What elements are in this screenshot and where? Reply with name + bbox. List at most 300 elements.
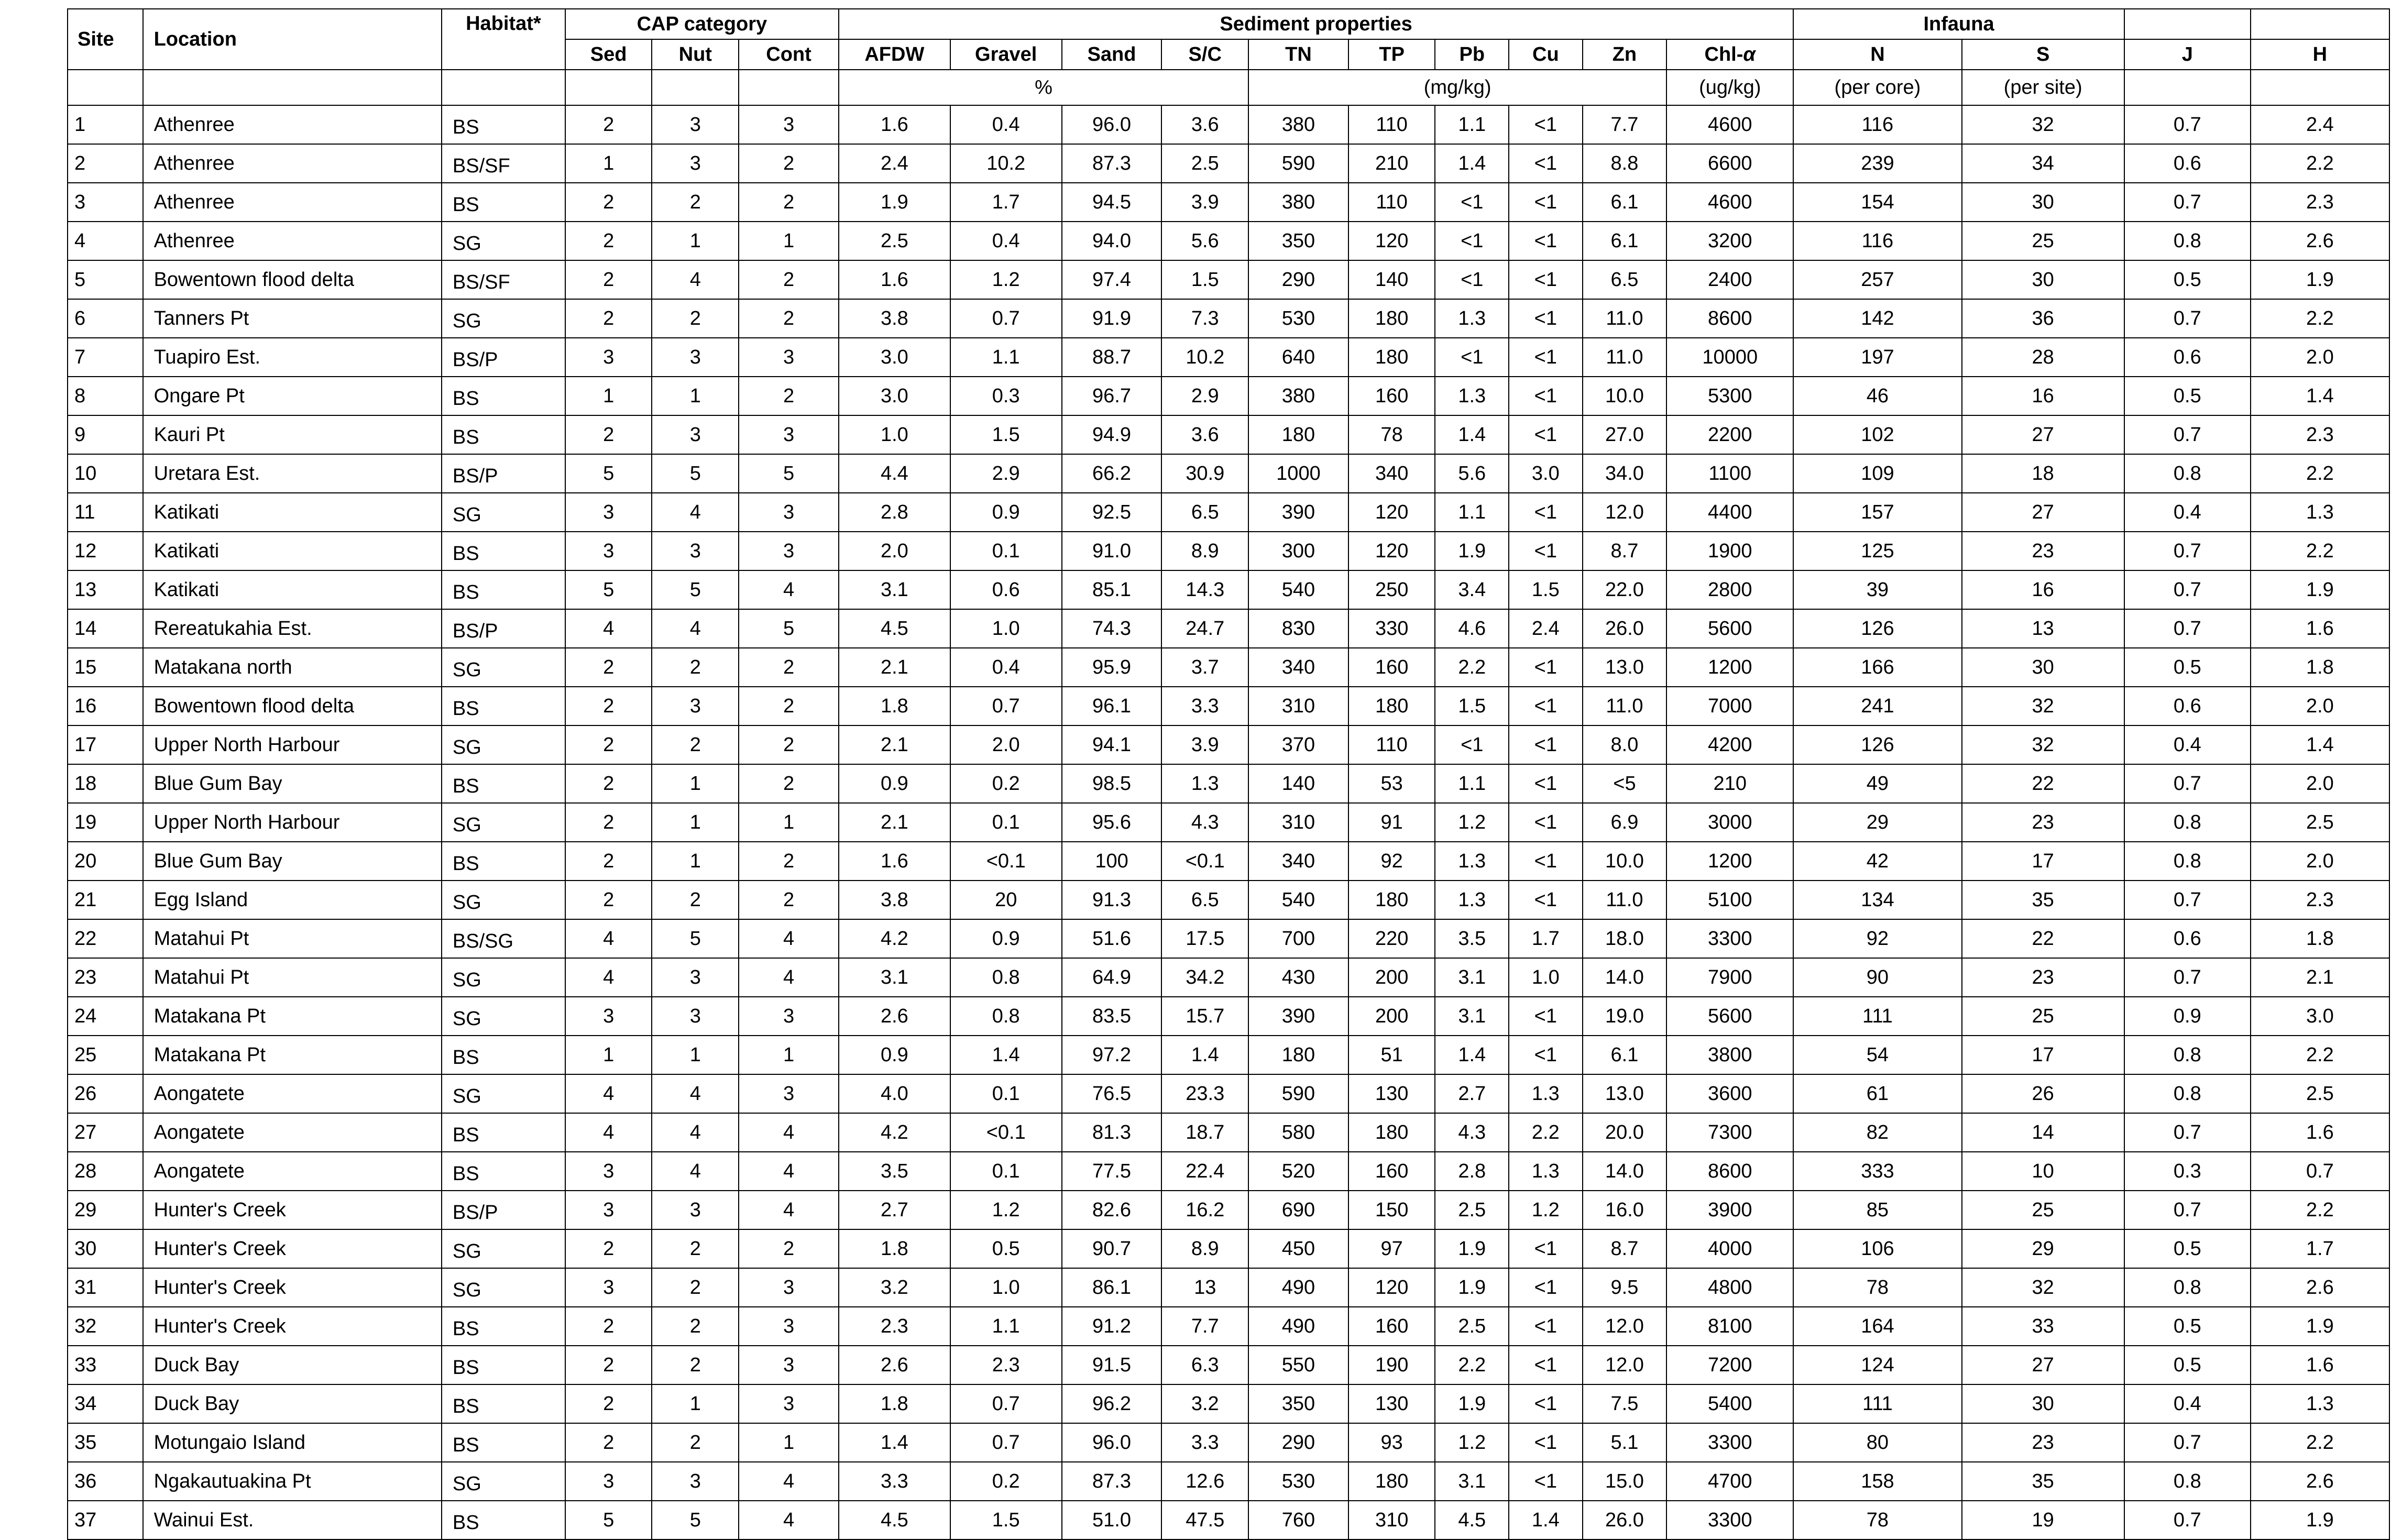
- cell-nut: 5: [652, 454, 739, 493]
- cell-h: 2.1: [2251, 958, 2389, 997]
- cell-sed: 1: [565, 1036, 652, 1074]
- cell-pb: 2.7: [1435, 1074, 1509, 1113]
- header-sc: S/C: [1161, 39, 1248, 70]
- table-row: [68, 1423, 2389, 1462]
- cell-j: 0.8: [2124, 1268, 2251, 1307]
- cell-tp: 53: [1348, 764, 1435, 803]
- cell-afdw: 2.6: [839, 997, 950, 1036]
- cell-n: 126: [1793, 609, 1961, 648]
- cell-habitat: SG: [442, 648, 565, 687]
- cell-chl-a: 2200: [1666, 415, 1793, 454]
- cell-j: 0.6: [2124, 687, 2251, 725]
- cell-tp: 120: [1348, 1268, 1435, 1307]
- cell-cont: 3: [739, 997, 839, 1036]
- cell-habitat: BS: [442, 415, 565, 454]
- cell-location: Blue Gum Bay: [143, 842, 442, 881]
- table-row: [68, 570, 2389, 609]
- cell-zn: 6.5: [1583, 260, 1667, 299]
- cell-cu: <1: [1509, 687, 1583, 725]
- cell-n: 111: [1793, 1384, 1961, 1423]
- unit-blank: [442, 70, 565, 105]
- cell-cu: <1: [1509, 1423, 1583, 1462]
- cell-h: 1.6: [2251, 609, 2389, 648]
- cell-cu: 3.0: [1509, 454, 1583, 493]
- cell-chl-a: 3000: [1666, 803, 1793, 842]
- cell-cu: <1: [1509, 1229, 1583, 1268]
- cell-tp: 92: [1348, 842, 1435, 881]
- cell-habitat: BS: [442, 1501, 565, 1539]
- header-chl-alpha-symbol: α: [1743, 43, 1756, 65]
- cell-tn: 290: [1248, 260, 1348, 299]
- cell-j: 0.7: [2124, 1191, 2251, 1229]
- cell-afdw: 0.9: [839, 1036, 950, 1074]
- cell-s: 16: [1962, 570, 2124, 609]
- cell-cont: 3: [739, 415, 839, 454]
- cell-afdw: 1.6: [839, 260, 950, 299]
- cell-h: 2.3: [2251, 183, 2389, 222]
- cell-sed: 3: [565, 997, 652, 1036]
- cell-location: Hunter's Creek: [143, 1191, 442, 1229]
- cell-sand: 96.0: [1062, 105, 1162, 144]
- cell-pb: <1: [1435, 338, 1509, 377]
- cell-afdw: 1.8: [839, 1384, 950, 1423]
- cell-nut: 4: [652, 260, 739, 299]
- cell-tn: 350: [1248, 222, 1348, 260]
- cell-afdw: 1.8: [839, 687, 950, 725]
- cell-cont: 4: [739, 570, 839, 609]
- cell-j: 0.7: [2124, 299, 2251, 338]
- table-row: [68, 803, 2389, 842]
- cell-sand: 91.3: [1062, 881, 1162, 919]
- cell-sand: 95.6: [1062, 803, 1162, 842]
- cell-zn: 11.0: [1583, 881, 1667, 919]
- cell-cont: 2: [739, 687, 839, 725]
- cell-chl-a: 5100: [1666, 881, 1793, 919]
- cell-sed: 2: [565, 881, 652, 919]
- table-row: [68, 1152, 2389, 1191]
- unit-per-site: (per site): [1962, 70, 2124, 105]
- cell-habitat: BS/P: [442, 454, 565, 493]
- cell-cont: 4: [739, 1152, 839, 1191]
- cell-location: Bowentown flood delta: [143, 687, 442, 725]
- cell-zn: 11.0: [1583, 687, 1667, 725]
- cell-j: 0.9: [2124, 997, 2251, 1036]
- cell-pb: 1.3: [1435, 842, 1509, 881]
- cell-tn: 550: [1248, 1346, 1348, 1384]
- cell-tn: 370: [1248, 725, 1348, 764]
- cell-h: 2.6: [2251, 1268, 2389, 1307]
- cell-s: 13: [1962, 609, 2124, 648]
- cell-sc: 3.6: [1161, 415, 1248, 454]
- cell-gravel: 0.7: [950, 687, 1062, 725]
- cell-location: Ngakautuakina Pt: [143, 1462, 442, 1501]
- cell-sand: 76.5: [1062, 1074, 1162, 1113]
- cell-j: 0.8: [2124, 454, 2251, 493]
- cell-j: 0.5: [2124, 1346, 2251, 1384]
- cell-site: 16: [68, 687, 143, 725]
- cell-sed: 3: [565, 1268, 652, 1307]
- cell-sc: <0.1: [1161, 842, 1248, 881]
- cell-location: Motungaio Island: [143, 1423, 442, 1462]
- cell-n: 49: [1793, 764, 1961, 803]
- cell-nut: 2: [652, 299, 739, 338]
- cell-sed: 2: [565, 183, 652, 222]
- cell-chl-a: 3300: [1666, 1423, 1793, 1462]
- cell-site: 23: [68, 958, 143, 997]
- cell-cont: 2: [739, 183, 839, 222]
- table-row: [68, 1036, 2389, 1074]
- unit-blank: [143, 70, 442, 105]
- cell-sand: 82.6: [1062, 1191, 1162, 1229]
- cell-h: 2.2: [2251, 454, 2389, 493]
- cell-location: Wainui Est.: [143, 1501, 442, 1539]
- cell-afdw: 3.0: [839, 377, 950, 415]
- cell-nut: 2: [652, 1346, 739, 1384]
- cell-cu: <1: [1509, 1384, 1583, 1423]
- cell-pb: 4.5: [1435, 1501, 1509, 1539]
- cell-tn: 340: [1248, 648, 1348, 687]
- cell-habitat: SG: [442, 881, 565, 919]
- cell-tn: 580: [1248, 1113, 1348, 1152]
- cell-gravel: 1.2: [950, 1191, 1062, 1229]
- cell-pb: <1: [1435, 260, 1509, 299]
- header-blank-h: [2251, 9, 2389, 39]
- cell-chl-a: 8600: [1666, 299, 1793, 338]
- cell-j: 0.7: [2124, 958, 2251, 997]
- cell-n: 92: [1793, 919, 1961, 958]
- unit-per-core: (per core): [1793, 70, 1961, 105]
- cell-n: 134: [1793, 881, 1961, 919]
- cell-cont: 3: [739, 1384, 839, 1423]
- cell-h: 2.0: [2251, 338, 2389, 377]
- cell-n: 257: [1793, 260, 1961, 299]
- cell-sand: 91.2: [1062, 1307, 1162, 1346]
- header-location: Location: [143, 9, 442, 70]
- cell-afdw: 4.2: [839, 1113, 950, 1152]
- cell-site: 5: [68, 260, 143, 299]
- table-body: [68, 105, 2389, 1539]
- cell-tp: 120: [1348, 532, 1435, 570]
- cell-j: 0.4: [2124, 493, 2251, 532]
- cell-nut: 3: [652, 1191, 739, 1229]
- cell-gravel: 0.4: [950, 222, 1062, 260]
- cell-s: 25: [1962, 222, 2124, 260]
- cell-sc: 7.7: [1161, 1307, 1248, 1346]
- cell-s: 28: [1962, 338, 2124, 377]
- cell-habitat: SG: [442, 493, 565, 532]
- cell-chl-a: 8100: [1666, 1307, 1793, 1346]
- cell-habitat: BS: [442, 1307, 565, 1346]
- cell-sed: 5: [565, 454, 652, 493]
- cell-zn: 14.0: [1583, 958, 1667, 997]
- cell-tn: 140: [1248, 764, 1348, 803]
- cell-site: 24: [68, 997, 143, 1036]
- cell-cont: 3: [739, 1074, 839, 1113]
- cell-site: 30: [68, 1229, 143, 1268]
- cell-gravel: 1.1: [950, 1307, 1062, 1346]
- cell-gravel: 1.1: [950, 338, 1062, 377]
- cell-location: Tuapiro Est.: [143, 338, 442, 377]
- cell-n: 116: [1793, 105, 1961, 144]
- cell-zn: 20.0: [1583, 1113, 1667, 1152]
- cell-sand: 97.2: [1062, 1036, 1162, 1074]
- cell-pb: 1.4: [1435, 415, 1509, 454]
- cell-gravel: 0.7: [950, 1423, 1062, 1462]
- cell-location: Hunter's Creek: [143, 1268, 442, 1307]
- cell-pb: 2.5: [1435, 1191, 1509, 1229]
- cell-chl-a: 3600: [1666, 1074, 1793, 1113]
- cell-j: 0.7: [2124, 105, 2251, 144]
- cell-gravel: 0.9: [950, 493, 1062, 532]
- cell-tn: 520: [1248, 1152, 1348, 1191]
- cell-cu: <1: [1509, 105, 1583, 144]
- cell-chl-a: 5400: [1666, 1384, 1793, 1423]
- cell-sand: 86.1: [1062, 1268, 1162, 1307]
- cell-sed: 4: [565, 958, 652, 997]
- header-blank-j: [2124, 9, 2251, 39]
- cell-sed: 2: [565, 105, 652, 144]
- cell-h: 1.3: [2251, 493, 2389, 532]
- cell-sed: 2: [565, 1384, 652, 1423]
- cell-site: 8: [68, 377, 143, 415]
- cell-site: 22: [68, 919, 143, 958]
- cell-location: Ongare Pt: [143, 377, 442, 415]
- cell-j: 0.8: [2124, 1462, 2251, 1501]
- header-afdw: AFDW: [839, 39, 950, 70]
- cell-tp: 180: [1348, 338, 1435, 377]
- cell-zn: 19.0: [1583, 997, 1667, 1036]
- cell-n: 39: [1793, 570, 1961, 609]
- cell-j: 0.4: [2124, 1384, 2251, 1423]
- cell-pb: 1.3: [1435, 299, 1509, 338]
- cell-habitat: BS: [442, 532, 565, 570]
- cell-j: 0.7: [2124, 1113, 2251, 1152]
- cell-afdw: 2.1: [839, 725, 950, 764]
- cell-s: 35: [1962, 1462, 2124, 1501]
- table-row: [68, 958, 2389, 997]
- cell-cu: <1: [1509, 299, 1583, 338]
- cell-nut: 2: [652, 648, 739, 687]
- cell-nut: 4: [652, 1074, 739, 1113]
- cell-zn: 6.1: [1583, 222, 1667, 260]
- cell-h: 2.0: [2251, 687, 2389, 725]
- cell-gravel: 1.0: [950, 1268, 1062, 1307]
- cell-j: 0.5: [2124, 1307, 2251, 1346]
- header-pb: Pb: [1435, 39, 1509, 70]
- cell-cu: 1.0: [1509, 958, 1583, 997]
- cell-sc: 47.5: [1161, 1501, 1248, 1539]
- cell-tn: 340: [1248, 842, 1348, 881]
- cell-afdw: 4.0: [839, 1074, 950, 1113]
- cell-zn: 7.5: [1583, 1384, 1667, 1423]
- cell-sc: 3.6: [1161, 105, 1248, 144]
- cell-site: 3: [68, 183, 143, 222]
- table-row: [68, 299, 2389, 338]
- cell-nut: 3: [652, 532, 739, 570]
- cell-pb: 3.1: [1435, 1462, 1509, 1501]
- cell-sand: 64.9: [1062, 958, 1162, 997]
- cell-nut: 2: [652, 183, 739, 222]
- cell-habitat: BS/SG: [442, 919, 565, 958]
- cell-chl-a: 1200: [1666, 648, 1793, 687]
- cell-n: 116: [1793, 222, 1961, 260]
- cell-chl-a: 1900: [1666, 532, 1793, 570]
- cell-h: 2.2: [2251, 1423, 2389, 1462]
- cell-habitat: BS: [442, 1346, 565, 1384]
- cell-pb: 2.2: [1435, 648, 1509, 687]
- cell-h: 2.2: [2251, 299, 2389, 338]
- cell-site: 33: [68, 1346, 143, 1384]
- cell-j: 0.5: [2124, 260, 2251, 299]
- cell-sand: 94.9: [1062, 415, 1162, 454]
- cell-tn: 530: [1248, 299, 1348, 338]
- cell-location: Athenree: [143, 105, 442, 144]
- cell-j: 0.8: [2124, 842, 2251, 881]
- cell-tp: 340: [1348, 454, 1435, 493]
- cell-habitat: BS: [442, 687, 565, 725]
- cell-tn: 390: [1248, 997, 1348, 1036]
- cell-afdw: 2.1: [839, 803, 950, 842]
- header-tn: TN: [1248, 39, 1348, 70]
- cell-habitat: BS: [442, 1036, 565, 1074]
- cell-tn: 690: [1248, 1191, 1348, 1229]
- table-row: [68, 144, 2389, 183]
- cell-n: 106: [1793, 1229, 1961, 1268]
- cell-pb: 1.4: [1435, 1036, 1509, 1074]
- cell-chl-a: 6600: [1666, 144, 1793, 183]
- cell-j: 0.7: [2124, 609, 2251, 648]
- cell-nut: 3: [652, 958, 739, 997]
- cell-nut: 1: [652, 377, 739, 415]
- cell-n: 80: [1793, 1423, 1961, 1462]
- cell-pb: 1.2: [1435, 803, 1509, 842]
- cell-sc: 6.3: [1161, 1346, 1248, 1384]
- cell-gravel: 0.8: [950, 997, 1062, 1036]
- cell-afdw: 1.4: [839, 1423, 950, 1462]
- cell-nut: 2: [652, 1307, 739, 1346]
- cell-tn: 300: [1248, 532, 1348, 570]
- cell-n: 78: [1793, 1501, 1961, 1539]
- cell-pb: 1.9: [1435, 1229, 1509, 1268]
- cell-tn: 700: [1248, 919, 1348, 958]
- cell-location: Athenree: [143, 183, 442, 222]
- cell-chl-a: 1200: [1666, 842, 1793, 881]
- cell-n: 142: [1793, 299, 1961, 338]
- cell-sed: 4: [565, 1113, 652, 1152]
- cell-tn: 290: [1248, 1423, 1348, 1462]
- cell-j: 0.5: [2124, 377, 2251, 415]
- cell-h: 2.2: [2251, 1191, 2389, 1229]
- cell-sc: 13: [1161, 1268, 1248, 1307]
- cell-site: 20: [68, 842, 143, 881]
- cell-tn: 390: [1248, 493, 1348, 532]
- cell-sand: 92.5: [1062, 493, 1162, 532]
- cell-cu: <1: [1509, 1036, 1583, 1074]
- cell-sc: 3.3: [1161, 1423, 1248, 1462]
- cell-tp: 78: [1348, 415, 1435, 454]
- cell-gravel: 2.9: [950, 454, 1062, 493]
- cell-pb: 2.5: [1435, 1307, 1509, 1346]
- cell-zn: 8.7: [1583, 1229, 1667, 1268]
- cell-sed: 3: [565, 338, 652, 377]
- cell-habitat: BS: [442, 842, 565, 881]
- cell-location: Uretara Est.: [143, 454, 442, 493]
- table-row: [68, 1462, 2389, 1501]
- table-row: [68, 764, 2389, 803]
- cell-cont: 3: [739, 105, 839, 144]
- site-data-table: [67, 8, 2390, 1540]
- cell-s: 14: [1962, 1113, 2124, 1152]
- cell-s: 27: [1962, 1346, 2124, 1384]
- cell-n: 124: [1793, 1346, 1961, 1384]
- table-row: [68, 881, 2389, 919]
- cell-sed: 2: [565, 842, 652, 881]
- cell-n: 111: [1793, 997, 1961, 1036]
- cell-zn: 34.0: [1583, 454, 1667, 493]
- cell-site: 17: [68, 725, 143, 764]
- cell-site: 7: [68, 338, 143, 377]
- cell-tn: 350: [1248, 1384, 1348, 1423]
- cell-chl-a: 1100: [1666, 454, 1793, 493]
- table-row: [68, 222, 2389, 260]
- cell-site: 14: [68, 609, 143, 648]
- cell-location: Matakana Pt: [143, 1036, 442, 1074]
- table-row: [68, 648, 2389, 687]
- cell-afdw: 1.8: [839, 1229, 950, 1268]
- cell-tp: 130: [1348, 1074, 1435, 1113]
- cell-pb: <1: [1435, 222, 1509, 260]
- cell-cont: 4: [739, 1462, 839, 1501]
- cell-nut: 2: [652, 1423, 739, 1462]
- cell-gravel: 0.7: [950, 299, 1062, 338]
- cell-sed: 4: [565, 609, 652, 648]
- cell-chl-a: 7000: [1666, 687, 1793, 725]
- cell-nut: 4: [652, 1113, 739, 1152]
- cell-nut: 5: [652, 570, 739, 609]
- cell-gravel: 0.1: [950, 532, 1062, 570]
- cell-nut: 3: [652, 687, 739, 725]
- cell-cu: 1.5: [1509, 570, 1583, 609]
- cell-n: 109: [1793, 454, 1961, 493]
- cell-j: 0.6: [2124, 338, 2251, 377]
- cell-sand: 74.3: [1062, 609, 1162, 648]
- cell-sand: 96.7: [1062, 377, 1162, 415]
- cell-pb: <1: [1435, 725, 1509, 764]
- cell-chl-a: 4200: [1666, 725, 1793, 764]
- table-row: [68, 1268, 2389, 1307]
- cell-tn: 540: [1248, 881, 1348, 919]
- cell-site: 25: [68, 1036, 143, 1074]
- cell-sed: 2: [565, 1229, 652, 1268]
- cell-n: 166: [1793, 648, 1961, 687]
- cell-afdw: 3.1: [839, 958, 950, 997]
- cell-h: 1.8: [2251, 648, 2389, 687]
- cell-tn: 490: [1248, 1307, 1348, 1346]
- header-site: Site: [68, 9, 143, 70]
- cell-afdw: 2.8: [839, 493, 950, 532]
- cell-zn: 5.1: [1583, 1423, 1667, 1462]
- cell-site: 4: [68, 222, 143, 260]
- header-nut: Nut: [652, 39, 739, 70]
- cell-n: 158: [1793, 1462, 1961, 1501]
- cell-cu: <1: [1509, 493, 1583, 532]
- header-infauna: Infauna: [1793, 9, 2124, 39]
- cell-sed: 5: [565, 570, 652, 609]
- cell-gravel: 0.8: [950, 958, 1062, 997]
- cell-sand: 94.1: [1062, 725, 1162, 764]
- cell-location: Matakana north: [143, 648, 442, 687]
- cell-tp: 120: [1348, 222, 1435, 260]
